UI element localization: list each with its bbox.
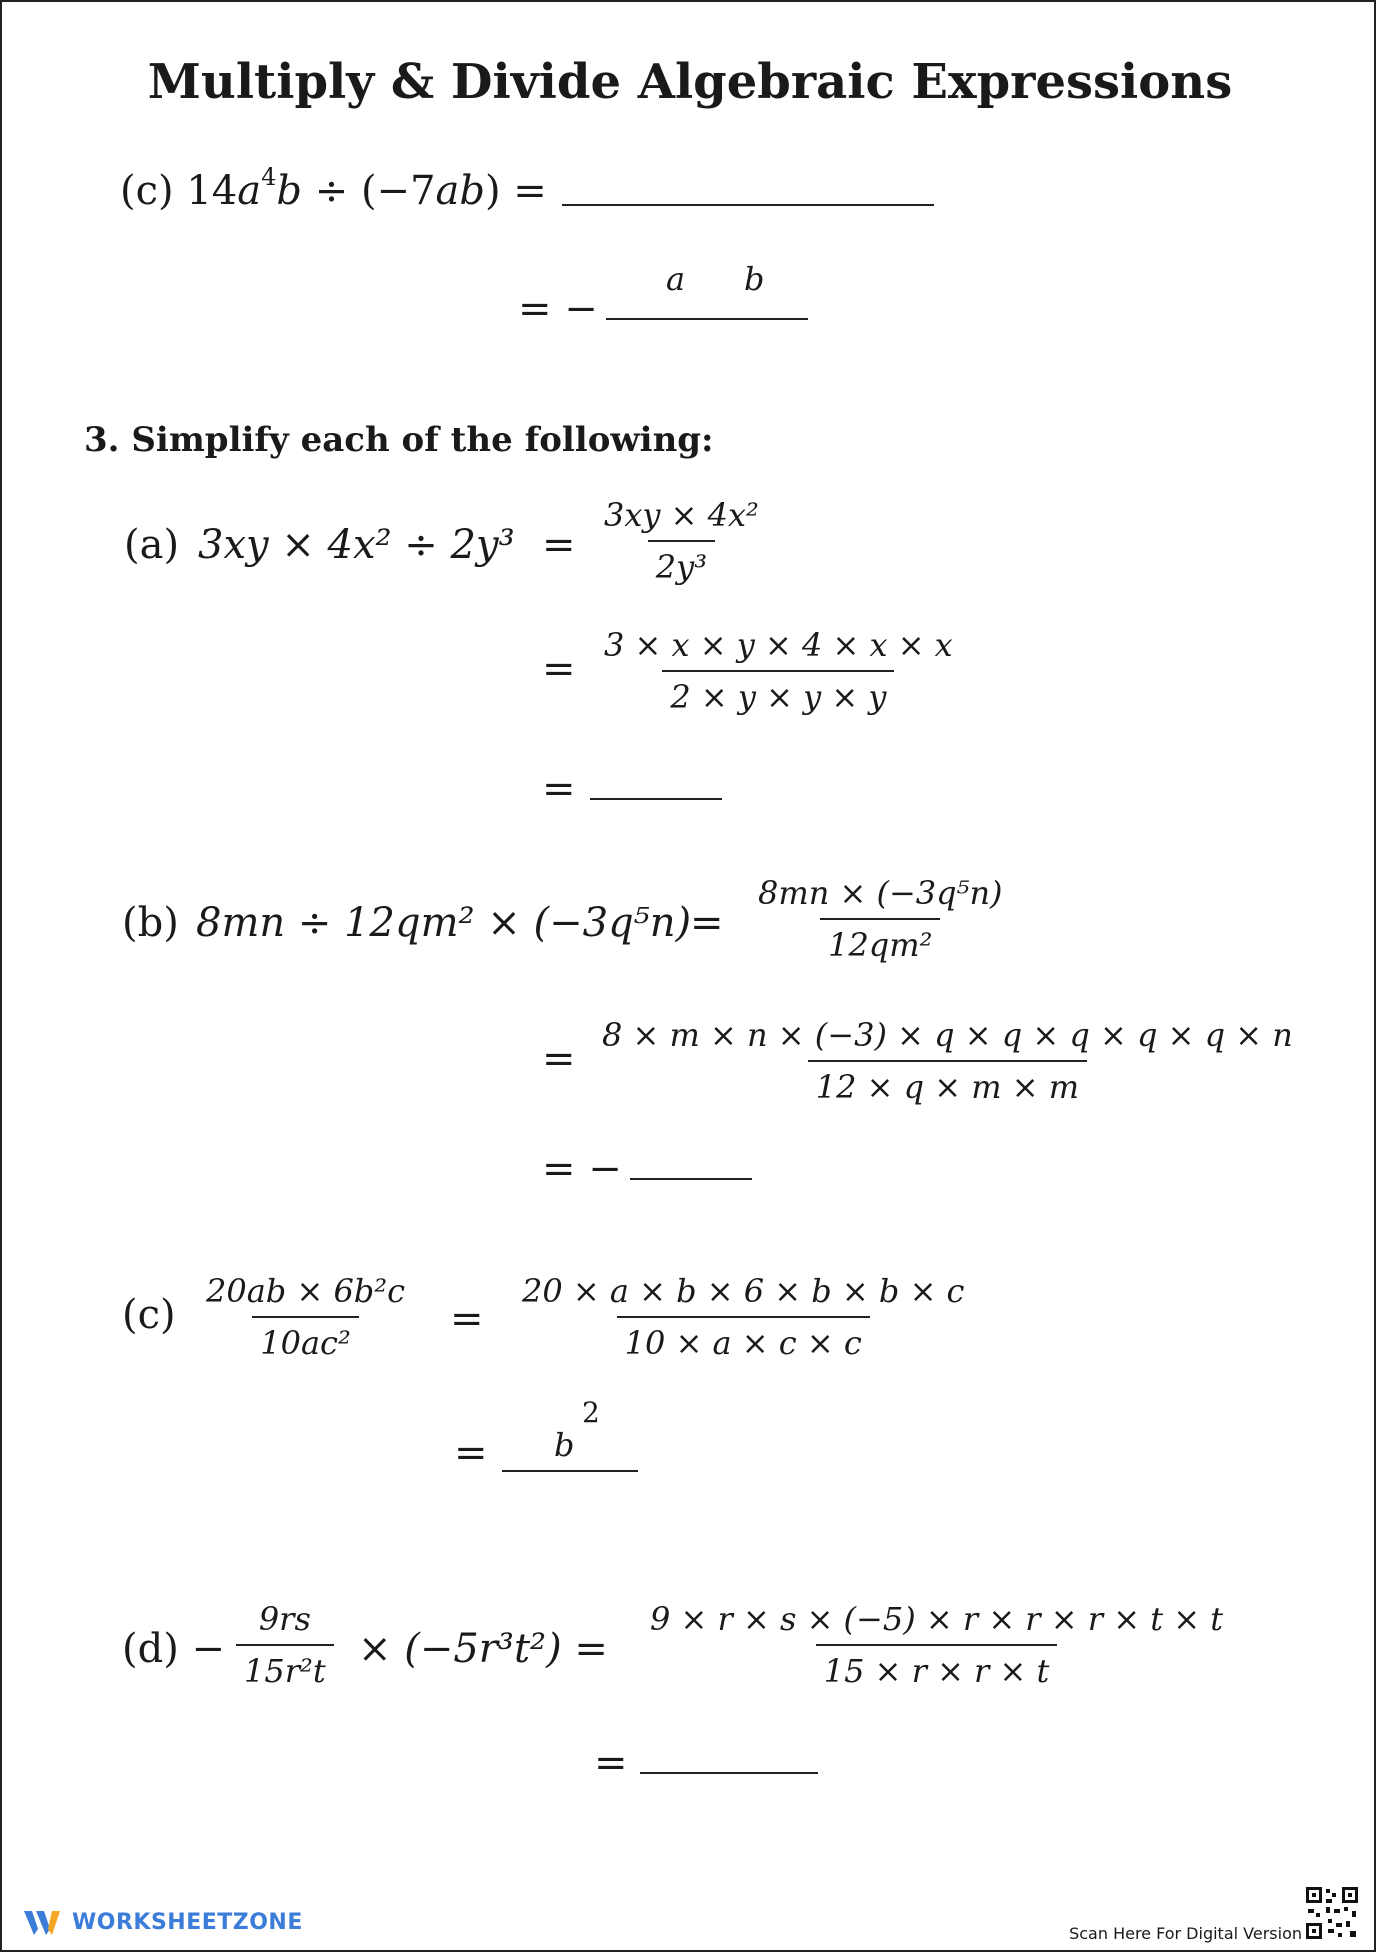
problem-c-answer-b: b	[554, 1426, 575, 1464]
q2c-answer-blank[interactable]	[562, 204, 934, 206]
problem-c-answer-blank[interactable]	[502, 1470, 638, 1472]
problem-d-equals-2: =	[594, 1740, 628, 1786]
problem-b-answer-blank[interactable]	[630, 1178, 752, 1180]
problem-a-answer-blank[interactable]	[590, 798, 722, 800]
problem-b-fraction-2: $\frac{8 \times m \times n \times (-3) \times q \times q \times q \times q \times q \times n}{12 \times q \times m \times m}$	[602, 1016, 1293, 1106]
problem-a-equals: =	[542, 522, 576, 568]
page-title: Multiply & Divide Algebraic Expressions	[147, 54, 1233, 110]
problem-a-fraction-2: $\frac{3 \times x \times y \times 4 \times x \times x}{2 \times y \times y \times y}$	[604, 626, 953, 716]
problem-b-equals-3: = −	[542, 1146, 622, 1192]
q2c-step2-a: a	[666, 260, 686, 298]
worksheetzone-logo[interactable]	[22, 1907, 303, 1937]
problem-a-fraction-1: $\frac{\text{3xy × 4x²}}{\text{2y³}}$	[604, 496, 759, 586]
problem-a-equals-3: =	[542, 766, 576, 812]
problem-d-middle: × (−5r³t²) =	[358, 1626, 608, 1672]
problem-a-equals-2: =	[542, 646, 576, 692]
problem-c-equals-2: =	[454, 1430, 488, 1476]
problem-d-fraction-1: $\frac{9rs}{\text{15r²t}}$	[236, 1600, 334, 1690]
scan-caption: Scan Here For Digital Version	[1069, 1924, 1302, 1943]
problem-c-equals: =	[450, 1296, 484, 1342]
problem-b-label: (b)	[122, 900, 179, 946]
problem-b-equals-2: =	[542, 1036, 576, 1082]
section-3-heading: 3. Simplify each of the following:	[84, 420, 714, 460]
problem-b-equals: =	[690, 900, 724, 946]
problem-c-fraction-1: $\frac{\text{20ab × 6b²c}}{\text{10ac²}}$	[206, 1272, 406, 1362]
q2c-expression: (c) $14a^4b \div (-7ab)$ =	[120, 162, 547, 214]
problem-d-label: (d) −	[122, 1626, 226, 1672]
brand-text: WORKSHEETZONE	[72, 1909, 303, 1935]
problem-b-fraction-1: $\frac{\text{8mn × (−3q⁵n)}}{\text{12qm²}}$	[758, 874, 1003, 964]
worksheetzone-w-icon	[22, 1907, 62, 1937]
qr-code-icon[interactable]	[1304, 1885, 1360, 1941]
problem-c-label: (c)	[122, 1292, 176, 1338]
problem-b-expression: 8mn ÷ 12qm² × (−3q⁵n)	[196, 900, 692, 946]
q2c-step2-blank[interactable]	[606, 318, 808, 320]
problem-d-answer-blank[interactable]	[640, 1772, 818, 1774]
problem-a-label: (a)	[124, 522, 180, 568]
q2c-step2-equals: = −	[518, 286, 598, 332]
problem-c-answer-exponent: 2	[582, 1396, 600, 1429]
problem-d-fraction-2: $\frac{9 \times r \times s \times (-5) \times r \times r \times r \times t \times t}{15 \times r \times r \times t}$	[650, 1600, 1224, 1690]
problem-c-fraction-2: $\frac{20 \times a \times b \times 6 \times b \times b \times c}{10 \times a \times c \times c}$	[522, 1272, 965, 1362]
q2c-step2-b: b	[744, 260, 765, 298]
problem-a-expression: 3xy × 4x² ÷ 2y³	[198, 522, 515, 568]
